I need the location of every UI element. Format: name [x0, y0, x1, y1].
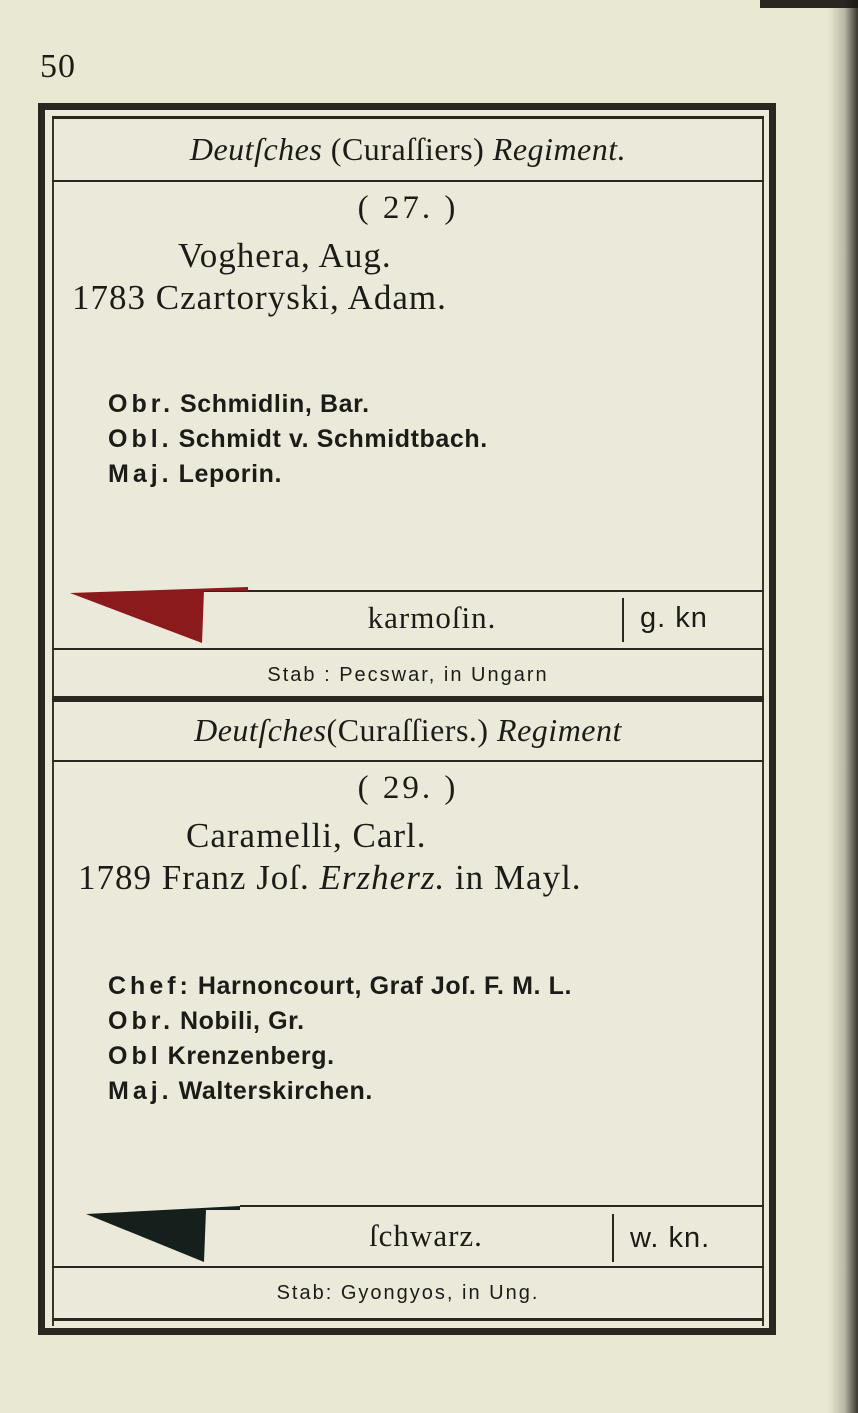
proprietor-line: Voghera, Aug. [178, 236, 392, 275]
regiment-number: ( 29. ) [357, 770, 459, 806]
rule [52, 760, 764, 762]
officer-name: Walterskirchen. [178, 1077, 373, 1105]
title-word: Regiment [497, 712, 622, 748]
officer-name: Nobili, Gr. [180, 1007, 305, 1035]
officer-name: Harnoncourt, Graf Joſ. F. M. L. [197, 972, 573, 1000]
officer-name: Krenzenberg. [167, 1042, 335, 1070]
officer-entry [108, 1077, 373, 1106]
staff-location: Stab : Pecswar, in Ungarn [267, 664, 549, 686]
page-number: 50 [40, 48, 76, 85]
rule [52, 116, 764, 119]
title-word: Deutſches [189, 131, 323, 167]
rule [200, 590, 764, 592]
rule [52, 648, 764, 650]
officer-rank: Maj. [108, 1077, 173, 1105]
facing-color-name: ſchwarz. [369, 1218, 483, 1253]
officer-rank: Obl [108, 1042, 162, 1070]
officer-rank: Obr. [108, 1007, 175, 1035]
facing-divider [622, 598, 624, 642]
inhaber-title: Erzherz. [319, 858, 446, 897]
proprietor-line: Caramelli, Carl. [186, 816, 427, 855]
officer-rank: Obl. [108, 425, 173, 453]
officer-entry [108, 390, 370, 419]
rule [52, 180, 764, 182]
rule [52, 1266, 764, 1268]
button-type: w. kn. [630, 1222, 711, 1254]
title-word: (Curaſſiers) [330, 131, 485, 167]
inhaber-place: in Mayl. [454, 858, 582, 897]
officer-name: Leporin. [178, 460, 283, 488]
inhaber-name: Franz Joſ. [161, 858, 310, 897]
officer-name: Schmidt v. Schmidtbach. [178, 425, 488, 453]
inhaber-name: Czartoryski, Adam. [155, 278, 447, 317]
rule [240, 1205, 764, 1207]
rule [52, 1318, 764, 1321]
section-divider [52, 696, 764, 702]
regiment-number: ( 27. ) [357, 190, 459, 226]
officer-rank: Obr. [108, 390, 175, 418]
officer-name: Schmidlin, Bar. [180, 390, 370, 418]
staff-location: Stab: Gyongyos, in Ung. [276, 1282, 540, 1304]
page-edge-shadow [828, 0, 858, 1413]
officer-entry [108, 972, 572, 1001]
year: 1789 [78, 858, 152, 897]
facing-color-swatch [68, 585, 252, 647]
regiment-title [52, 131, 764, 168]
button-type: g. kn [640, 602, 708, 634]
officer-entry [108, 1007, 305, 1036]
year: 1783 [72, 278, 146, 317]
officer-rank: Maj. [108, 460, 173, 488]
inhaber-line [78, 858, 582, 898]
title-word: (Curaſſiers.) [326, 712, 489, 748]
officer-entry [108, 460, 282, 489]
officer-entry [108, 1042, 335, 1071]
officer-entry [108, 425, 488, 454]
title-word: Deutſches [194, 712, 327, 748]
facing-color-swatch [84, 1204, 246, 1266]
facing-color-name: karmoſin. [367, 600, 497, 635]
title-word: Regiment. [492, 131, 627, 167]
inhaber-line [72, 278, 447, 318]
regiment-title [52, 712, 764, 749]
officer-rank: Chef: [108, 972, 192, 1000]
facing-divider [612, 1214, 614, 1262]
